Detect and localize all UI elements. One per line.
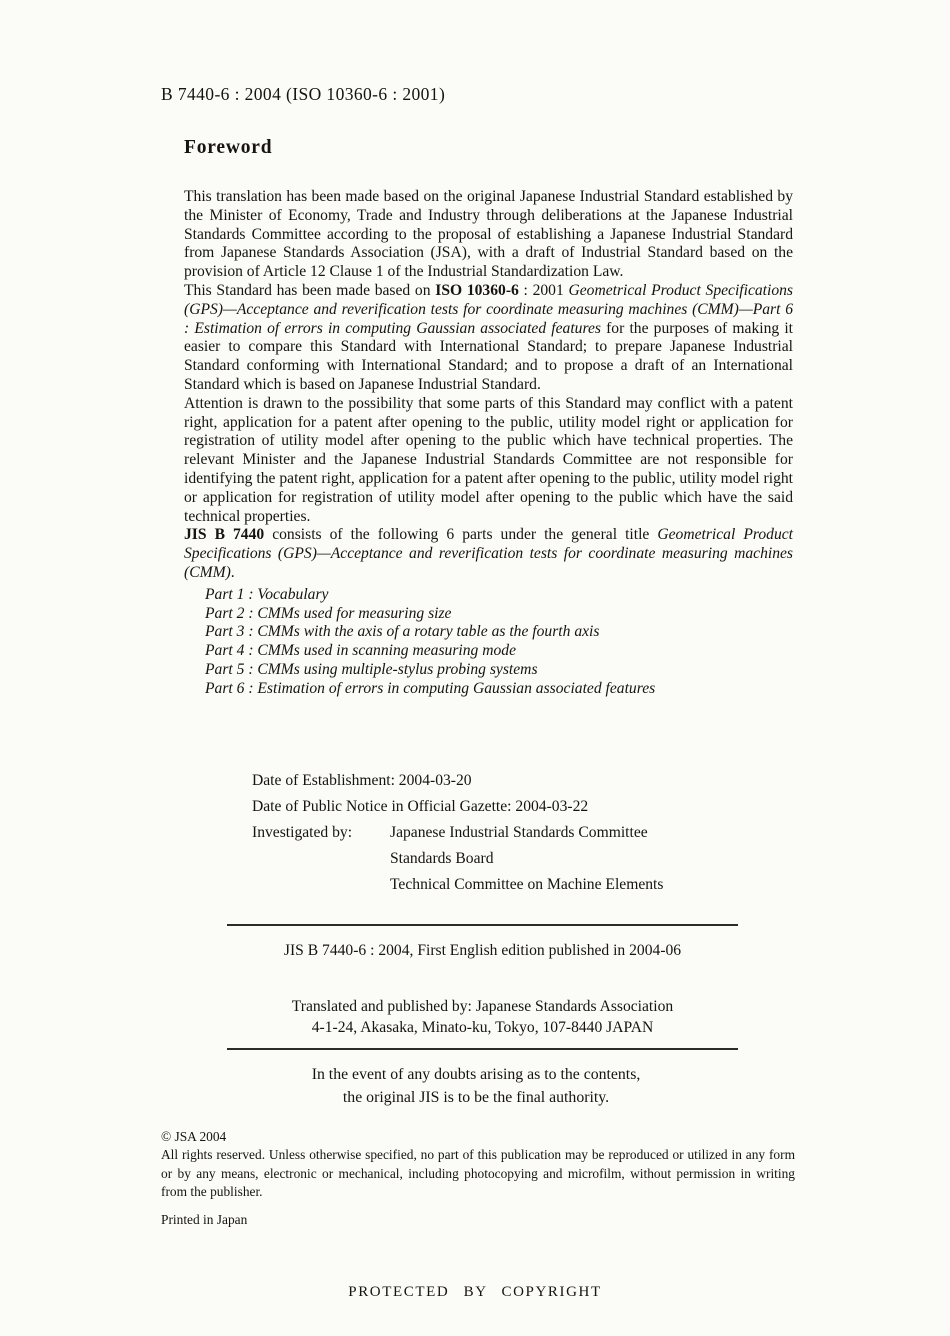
printed-in-japan: Printed in Japan (161, 1212, 248, 1227)
publisher-address: 4-1-24, Akasaka, Minato-ku, Tokyo, 107-8440 JAPAN (311, 1019, 654, 1036)
edition-line: JIS B 7440-6 : 2004, First English edition published in 2004-06 (283, 942, 682, 959)
foreword-paragraphs (184, 188, 793, 583)
part-item: Part 5 : CMMs using multiple-stylus probing systems (205, 660, 538, 678)
publication-block (227, 924, 738, 1050)
publisher-line: Translated and published by: Japanese Standards Association (291, 998, 674, 1015)
foreword-body (184, 188, 793, 699)
protected-by-copyright: PROTECTED BY COPYRIGHT (348, 1284, 602, 1300)
authority-note (158, 1064, 794, 1109)
part-item: Part 1 : Vocabulary (205, 585, 329, 603)
authority-note-line1: In the event of any doubts arising as to the contents, (311, 1066, 641, 1083)
part-item: Part 3 : CMMs with the axis of a rotary table as the fourth axis (205, 623, 600, 641)
date-of-public-notice: Date of Public Notice in Official Gazette: 2004-03-22 (252, 798, 589, 815)
investigated-by-line: Standards Board (390, 850, 494, 867)
date-block (252, 768, 663, 898)
date-of-establishment: Date of Establishment: 2004-03-20 (252, 772, 472, 789)
investigated-by-line: Japanese Industrial Standards Committee (390, 824, 648, 841)
copyright-rights-text: All rights reserved. Unless otherwise specified, no part of this publication may be reproduced or utilized in any form or by any means, electronic or mechanical, including photocopying and microfilm, without permission in writing from the publisher. (161, 1147, 795, 1199)
copyright-jsa-line: © JSA 2004 (161, 1129, 227, 1144)
investigated-by-lines (390, 820, 663, 898)
foreword-paragraph: This translation has been made based on the original Japanese Industrial Standard established by the Minister of Economy, Trade and Industry through deliberations at the Japanese Industrial Standards Committee according to the proposal of establishing a Japanese Industrial Standard from Japanese Standards Association (JSA), with a draft of Industrial Standard based on the provision of Article 12 Clause 1 of the Industrial Standardization Law. (184, 188, 793, 281)
foreword-paragraph: This Standard has been made based on ISO 10360-6 : 2001 Geometrical Product Specifications (GPS)—Acceptance and reverification tests for coordinate measuring machines (CMM)—Part 6 : Estimation of errors in computing Gaussian associated features for the purposes of making it easier to compare this Standard with International Standard; to prepare Japanese Industrial Standard conforming with International Standard; and to propose a draft of an International Standard which is based on Japanese Industrial Standard. (184, 281, 793, 393)
investigated-by-row (252, 820, 663, 898)
part-item: Part 4 : CMMs used in scanning measuring mode (205, 642, 516, 660)
top-rule (227, 924, 738, 926)
foreword-paragraph: Attention is drawn to the possibility that some parts of this Standard may conflict with a patent right, application for a patent after opening to the public, utility model right or application for registration of utility model after opening to the public which have technical properties. The relevant Minister and the Japanese Industrial Standards Committee are not responsible for identifying the patent right, application for a patent after opening to the public, utility model right or application for registration of utility model after opening to the public which have the said technical properties. (184, 394, 793, 525)
investigated-by-line: Technical Committee on Machine Elements (390, 876, 664, 893)
part-item: Part 2 : CMMs used for measuring size (205, 604, 452, 622)
bottom-rule (227, 1048, 738, 1050)
standard-number-header: B 7440-6 : 2004 (ISO 10360-6 : 2001) (161, 84, 446, 104)
parts-list (205, 586, 793, 699)
authority-note-line2: the original JIS is to be the final authority. (342, 1088, 610, 1106)
foreword-paragraph: JIS B 7440 consists of the following 6 parts under the general title Geometrical Product Specifications (GPS)—Acceptance and reverification tests for coordinate measuring machines (CMM). (184, 526, 793, 581)
part-item: Part 6 : Estimation of errors in computing Gaussian associated features (205, 679, 656, 697)
copyright-block (161, 1128, 795, 1201)
investigated-by-label: Investigated by: (252, 824, 353, 841)
foreword-heading: Foreword (184, 137, 273, 158)
